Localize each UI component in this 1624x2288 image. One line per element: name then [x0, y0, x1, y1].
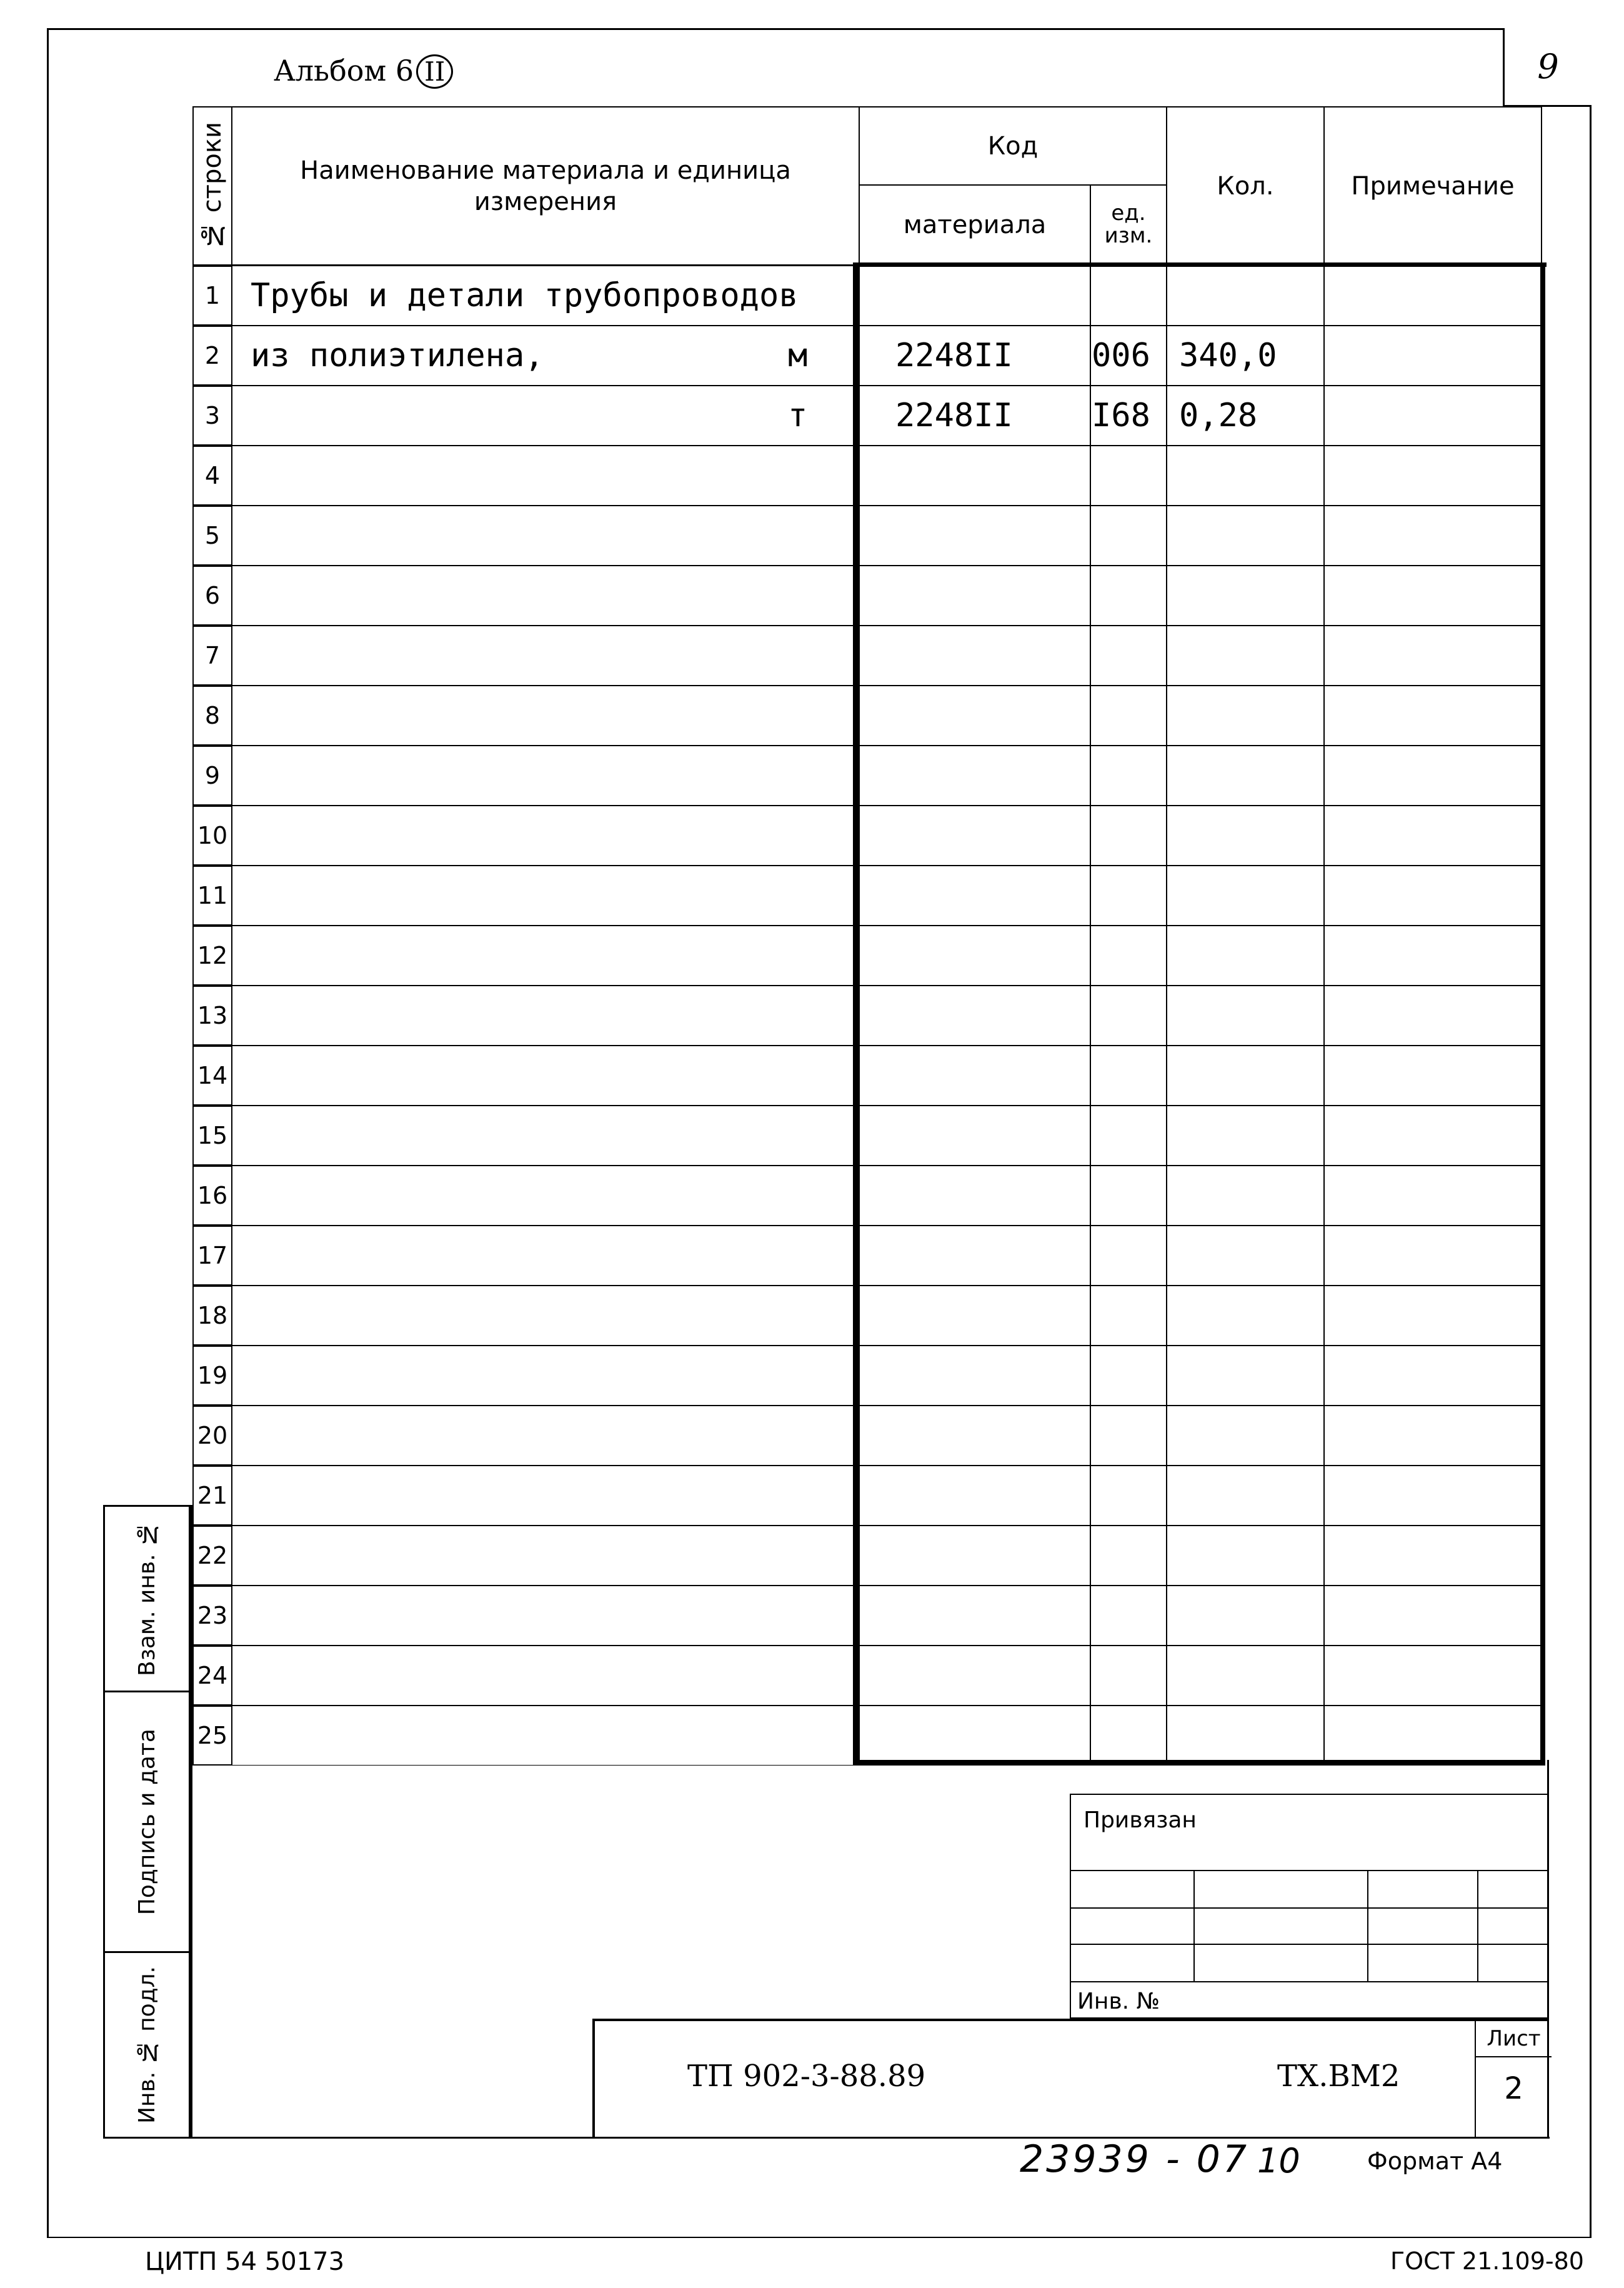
unit-code-cell [1090, 926, 1167, 986]
header-row-no-label: № строки [198, 122, 227, 250]
material-name-cell [231, 686, 860, 746]
inv-no-label: Инв. № [1077, 1989, 1160, 2014]
note-cell [1323, 266, 1542, 326]
material-code-cell [859, 566, 1091, 626]
row-number-cell [192, 1586, 232, 1646]
table-row [192, 1646, 1542, 1706]
format-label: Формат А4 [1367, 2147, 1503, 2175]
unit-code-cell [1090, 1706, 1167, 1766]
row-number: 18 [197, 1302, 228, 1329]
header-qty-label: Кол. [1217, 171, 1274, 201]
row-number: 15 [197, 1122, 228, 1149]
material-code-cell [859, 1046, 1091, 1106]
row-number-cell [192, 1046, 232, 1106]
unit-code-cell [1090, 1526, 1167, 1586]
quantity-cell [1166, 746, 1325, 806]
material-name-cell [231, 1586, 860, 1646]
table-row [192, 1046, 1542, 1106]
table-row [192, 1406, 1542, 1466]
material-name-cell [231, 1106, 860, 1166]
material-name-cell [231, 1286, 860, 1346]
row-number-cell [192, 1526, 232, 1586]
row-number-cell [192, 1406, 232, 1466]
material-code-cell [859, 806, 1091, 866]
material-code-cell [859, 386, 1091, 446]
table-row [192, 1526, 1542, 1586]
row-number-cell [192, 986, 232, 1046]
note-cell [1323, 1346, 1542, 1406]
side-label-vzam: Взам. инв. № [134, 1521, 160, 1676]
material-code-cell [859, 1646, 1091, 1706]
row-number: 25 [197, 1722, 228, 1749]
row-number-cell [192, 746, 232, 806]
album-roman: II [416, 54, 453, 89]
heavy-rule-bottom [853, 1760, 1545, 1765]
material-name-cell [231, 1166, 860, 1226]
row-number-cell [192, 1466, 232, 1526]
material-code-cell [859, 1106, 1091, 1166]
unit-code-cell [1090, 746, 1167, 806]
row-number-cell [192, 866, 232, 926]
material-code-cell [859, 986, 1091, 1046]
note-cell [1323, 806, 1542, 866]
table-row [192, 866, 1542, 926]
row-number-cell [192, 686, 232, 746]
material-code-cell [859, 746, 1091, 806]
row-number-cell [192, 1166, 232, 1226]
quantity-cell [1166, 326, 1325, 386]
unit-code-cell [1090, 1346, 1167, 1406]
table-row [192, 986, 1542, 1046]
material-name-cell [231, 1646, 860, 1706]
sheet-cell [1475, 2021, 1552, 2139]
note-cell [1323, 566, 1542, 626]
note-cell [1323, 1226, 1542, 1286]
table-row [192, 1106, 1542, 1166]
unit-code-cell [1090, 1586, 1167, 1646]
header-code-unit [1090, 184, 1167, 266]
note-cell [1323, 686, 1542, 746]
row-number: 1 [204, 282, 221, 309]
gost-label: ГОСТ 21.109-80 [1390, 2247, 1584, 2275]
row-number-cell [192, 506, 232, 566]
quantity-cell [1166, 806, 1325, 866]
material-name-cell [231, 1046, 860, 1106]
material-name: из полиэтилена, [251, 337, 544, 374]
header-name [231, 106, 860, 266]
material-code-cell [859, 1466, 1091, 1526]
quantity-cell [1166, 1226, 1325, 1286]
material-code: 2248II [895, 337, 1013, 374]
material-code-cell [859, 1166, 1091, 1226]
header-note [1323, 106, 1542, 266]
unit-code: 006 [1092, 337, 1150, 374]
heavy-rule-right [1540, 262, 1545, 1766]
quantity-cell [1166, 1106, 1325, 1166]
material-name-cell [231, 326, 860, 386]
row-number: 5 [204, 522, 221, 549]
material-name-cell [231, 986, 860, 1046]
row-number: 24 [197, 1662, 228, 1689]
material-name-cell [231, 626, 860, 686]
row-number: 21 [197, 1482, 228, 1509]
material-name-cell [231, 1466, 860, 1526]
album-text: Альбом 6 [274, 54, 414, 87]
material-name-cell [231, 1526, 860, 1586]
note-cell [1323, 326, 1542, 386]
quantity-cell [1166, 1526, 1325, 1586]
note-cell [1323, 1706, 1542, 1766]
note-cell [1323, 446, 1542, 506]
row-number-cell [192, 926, 232, 986]
note-cell [1323, 1286, 1542, 1346]
table-row [192, 1706, 1542, 1766]
header-code-material [859, 184, 1091, 266]
note-cell [1323, 1586, 1542, 1646]
side-label-inv-podl: Инв. № подл. [134, 1966, 160, 2124]
row-number-cell [192, 566, 232, 626]
note-cell [1323, 986, 1542, 1046]
note-cell [1323, 926, 1542, 986]
album-label [274, 54, 453, 89]
material-code-cell [859, 1226, 1091, 1286]
material-name-cell [231, 926, 860, 986]
header-code-material-label: материала [903, 211, 1047, 239]
header-code [859, 106, 1167, 186]
unit-code-cell [1090, 1106, 1167, 1166]
quantity-cell [1166, 266, 1325, 326]
material-code-cell [859, 866, 1091, 926]
row-number: 8 [204, 702, 221, 729]
side-label-podpis: Подпись и дата [134, 1728, 160, 1916]
unit-code-cell [1090, 1406, 1167, 1466]
quantity-cell [1166, 386, 1325, 446]
note-cell [1323, 1406, 1542, 1466]
doc-code: ТП 902-3-88.89 [687, 2059, 926, 2094]
quantity-cell [1166, 1646, 1325, 1706]
row-number: 23 [197, 1602, 228, 1629]
table-row [192, 566, 1542, 626]
page-number: 9 [1503, 28, 1592, 107]
row-number: 22 [197, 1542, 228, 1569]
material-name-cell [231, 566, 860, 626]
note-cell [1323, 1046, 1542, 1106]
material-name-cell [231, 866, 860, 926]
side-vertical-line [191, 1505, 192, 2139]
table-row [192, 446, 1542, 506]
table-row [192, 1226, 1542, 1286]
unit-of-measure: т [788, 397, 808, 434]
note-cell [1323, 746, 1542, 806]
header-code-label: Код [987, 131, 1039, 161]
table-row [192, 626, 1542, 686]
note-cell [1323, 1106, 1542, 1166]
unit-code-cell [1090, 806, 1167, 866]
unit-code-cell [1090, 1166, 1167, 1226]
material-name-cell [231, 446, 860, 506]
quantity-cell [1166, 686, 1325, 746]
unit-code-cell [1090, 1286, 1167, 1346]
row-number: 13 [197, 1002, 228, 1029]
quantity-cell [1166, 626, 1325, 686]
heavy-rule-top [853, 262, 1547, 267]
material-code-cell [859, 1346, 1091, 1406]
material-code-cell [859, 626, 1091, 686]
material-name-cell [231, 806, 860, 866]
row-number-cell [192, 1286, 232, 1346]
material-code-cell [859, 1406, 1091, 1466]
unit-code-cell [1090, 686, 1167, 746]
unit-code-cell [1090, 506, 1167, 566]
note-cell [1323, 1646, 1542, 1706]
material-name-cell [231, 506, 860, 566]
unit-code-cell [1090, 386, 1167, 446]
table-row [192, 506, 1542, 566]
row-number: 14 [197, 1062, 228, 1089]
unit-code: I68 [1092, 397, 1150, 434]
unit-code-cell [1090, 566, 1167, 626]
unit-code-cell [1090, 986, 1167, 1046]
material-code: 2248II [895, 397, 1013, 434]
left-code: ЦИТП 54 50173 [145, 2247, 345, 2276]
row-number: 10 [197, 822, 228, 849]
unit-of-measure: м [788, 337, 808, 374]
row-number: 4 [204, 462, 221, 489]
material-name-cell [231, 386, 860, 446]
note-cell [1323, 386, 1542, 446]
sheet-label: Лист [1487, 2026, 1541, 2051]
table-row [192, 686, 1542, 746]
quantity-cell [1166, 1346, 1325, 1406]
table-row [192, 806, 1542, 866]
unit-code-cell [1090, 266, 1167, 326]
unit-code-cell [1090, 1046, 1167, 1106]
table-row [192, 386, 1542, 446]
note-cell [1323, 1466, 1542, 1526]
unit-code-cell [1090, 446, 1167, 506]
row-number: 20 [197, 1422, 228, 1449]
material-code-cell [859, 1706, 1091, 1766]
quantity-cell [1166, 506, 1325, 566]
copy-number: 10 [1257, 2141, 1300, 2181]
table-row [192, 1586, 1542, 1646]
quantity-cell [1166, 1466, 1325, 1526]
row-number: 19 [197, 1362, 228, 1389]
row-number-cell [192, 266, 232, 326]
material-name-cell [231, 1346, 860, 1406]
unit-code-cell [1090, 1226, 1167, 1286]
row-number-cell [192, 386, 232, 446]
quantity-cell [1166, 1706, 1325, 1766]
privyazan-label: Привязан [1083, 1807, 1197, 1833]
unit-code-cell [1090, 626, 1167, 686]
sheet-label-cell [1476, 2021, 1552, 2057]
heavy-rule-left [853, 262, 859, 1762]
row-number: 12 [197, 942, 228, 969]
material-name-cell [231, 266, 860, 326]
note-cell [1323, 1166, 1542, 1226]
material-code-cell [859, 266, 1091, 326]
title-block [592, 2019, 1549, 2139]
table-row [192, 326, 1542, 386]
row-number: 11 [197, 882, 228, 909]
row-number-cell [192, 1226, 232, 1286]
header-row-no [192, 106, 232, 266]
row-number-cell [192, 1706, 232, 1766]
table-body [192, 266, 1542, 1766]
table-row [192, 1286, 1542, 1346]
row-number: 2 [204, 342, 221, 369]
quantity-cell [1166, 1286, 1325, 1346]
note-cell [1323, 506, 1542, 566]
material-code-cell [859, 926, 1091, 986]
row-number-cell [192, 1106, 232, 1166]
quantity-cell [1166, 566, 1325, 626]
row-number-cell [192, 626, 232, 686]
row-number: 16 [197, 1182, 228, 1209]
material-code-cell [859, 446, 1091, 506]
row-number-cell [192, 326, 232, 386]
quantity-cell [1166, 866, 1325, 926]
header-name-label: Наименование материала и единица измерения [300, 156, 791, 216]
sheet-number: 2 [1504, 2071, 1523, 2106]
note-cell [1323, 626, 1542, 686]
row-number-cell [192, 806, 232, 866]
material-name-cell [231, 1226, 860, 1286]
table-row [192, 926, 1542, 986]
material-name-cell [231, 1706, 860, 1766]
material-code-cell [859, 686, 1091, 746]
note-cell [1323, 1526, 1542, 1586]
row-number: 7 [204, 642, 221, 669]
privyazan-block [1070, 1794, 1549, 2019]
material-code-cell [859, 1586, 1091, 1646]
frame-right-line [1590, 106, 1592, 2238]
quantity: 340,0 [1179, 337, 1277, 374]
quantity-cell [1166, 1046, 1325, 1106]
row-number: 17 [197, 1242, 228, 1269]
row-number-cell [192, 1346, 232, 1406]
quantity-cell [1166, 446, 1325, 506]
doc-mark: ТХ.ВМ2 [1277, 2059, 1400, 2094]
table-row [192, 266, 1542, 326]
row-number: 6 [204, 582, 221, 609]
table-row [192, 1166, 1542, 1226]
note-cell [1323, 866, 1542, 926]
row-number: 9 [204, 762, 221, 789]
material-code-cell [859, 506, 1091, 566]
quantity-cell [1166, 1166, 1325, 1226]
quantity: 0,28 [1179, 397, 1258, 434]
material-code-cell [859, 326, 1091, 386]
row-number-cell [192, 446, 232, 506]
frame-top-line [47, 28, 1503, 30]
unit-code-cell [1090, 326, 1167, 386]
side-block-vzam [103, 1505, 191, 1692]
quantity-cell [1166, 1586, 1325, 1646]
material-name: Трубы и детали трубопроводов [251, 277, 799, 314]
unit-code-cell [1090, 866, 1167, 926]
order-number: 23939 - 07 [1020, 2137, 1250, 2181]
quantity-cell [1166, 1406, 1325, 1466]
unit-code-cell [1090, 1466, 1167, 1526]
material-name-cell [231, 746, 860, 806]
header-qty [1166, 106, 1325, 266]
row-number-cell [192, 1646, 232, 1706]
quantity-cell [1166, 926, 1325, 986]
table-row [192, 1346, 1542, 1406]
material-code-cell [859, 1526, 1091, 1586]
quantity-cell [1166, 986, 1325, 1046]
material-name-cell [231, 1406, 860, 1466]
material-code-cell [859, 1286, 1091, 1346]
header-note-label: Примечание [1351, 171, 1515, 201]
table-row [192, 746, 1542, 806]
table-row [192, 1466, 1542, 1526]
header-code-unit-label: ед. изм. [1104, 201, 1153, 248]
side-block-podpis [103, 1691, 191, 1953]
side-block-inv-podl [103, 1951, 191, 2139]
row-number: 3 [204, 402, 221, 429]
unit-code-cell [1090, 1646, 1167, 1706]
